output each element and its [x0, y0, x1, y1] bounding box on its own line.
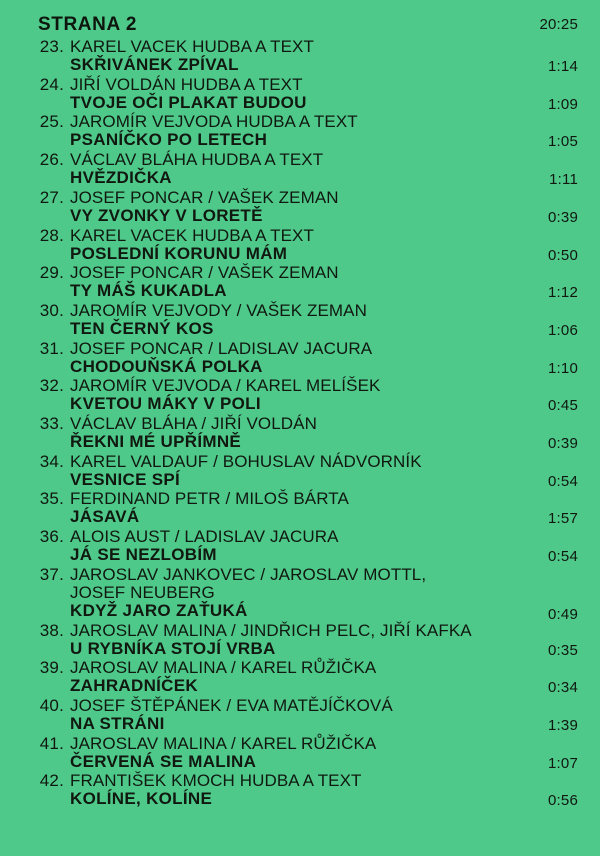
track-duration: 0:54 — [548, 472, 578, 490]
track-title: POSLEDNÍ KORUNU MÁM — [70, 243, 288, 263]
track-author: JAROSLAV MALINA / JINDŘICH PELC, JIŘÍ KAFKA — [70, 620, 472, 640]
track-credit-line — [34, 659, 578, 677]
track-number: 32. — [39, 376, 64, 396]
track-title-line — [34, 753, 578, 772]
track-author: KAREL VACEK HUDBA A TEXT — [70, 225, 314, 245]
track-title: SKŘIVÁNEK ZPÍVAL — [70, 55, 239, 75]
track-title-line — [34, 677, 578, 696]
track-title-line — [34, 94, 578, 113]
track-title-line — [34, 546, 578, 565]
track-number: 42. — [39, 771, 64, 791]
track-number: 38. — [39, 620, 64, 640]
track-number: 31. — [39, 338, 64, 358]
track-duration: 1:12 — [548, 284, 578, 302]
track-row — [34, 76, 578, 113]
track-title: TVOJE OČI PLAKAT BUDOU — [70, 92, 307, 112]
track-title-line — [34, 131, 578, 150]
track-number: 29. — [39, 263, 64, 283]
track-row — [34, 377, 578, 414]
track-credit-line — [34, 113, 578, 131]
track-author: JIŘÍ VOLDÁN HUDBA A TEXT — [70, 74, 303, 94]
track-title: CHODOUŇSKÁ POLKA — [70, 356, 263, 376]
track-number: 30. — [39, 300, 64, 320]
track-author: JAROMÍR VEJVODY / VAŠEK ZEMAN — [70, 300, 367, 320]
track-duration: 0:49 — [548, 605, 578, 623]
track-title-line — [34, 790, 578, 809]
track-duration: 1:09 — [548, 95, 578, 113]
track-number: 25. — [39, 112, 64, 132]
track-number: 36. — [39, 527, 64, 547]
track-row — [34, 735, 578, 772]
track-author: VÁCLAV BLÁHA / JIŘÍ VOLDÁN — [70, 414, 317, 434]
track-row — [34, 622, 578, 659]
track-row — [34, 528, 578, 565]
track-number: 41. — [39, 733, 64, 753]
track-author: JAROMÍR VEJVODA / KAREL MELÍŠEK — [70, 376, 381, 396]
track-title-line — [34, 169, 578, 188]
track-title: U RYBNÍKA STOJÍ VRBA — [70, 638, 276, 658]
track-title: JÁ SE NEZLOBÍM — [70, 545, 217, 565]
track-number: 28. — [39, 225, 64, 245]
track-title: PSANÍČKO PO LETECH — [70, 130, 268, 150]
track-row — [34, 697, 578, 734]
track-duration: 1:11 — [549, 171, 578, 189]
track-number: 33. — [39, 414, 64, 434]
track-number: 34. — [39, 451, 64, 471]
page-title: STRANA 2 — [38, 14, 138, 35]
track-duration: 0:39 — [548, 208, 578, 226]
track-credit-line — [34, 490, 578, 508]
track-row — [34, 189, 578, 226]
track-author: JOSEF PONCAR / LADISLAV JACURA — [70, 338, 373, 358]
track-credit-line — [34, 415, 578, 433]
track-number: 39. — [39, 658, 64, 678]
track-title-line — [34, 508, 578, 527]
track-title-line — [34, 282, 578, 301]
track-title: VY ZVONKY V LORETĚ — [70, 205, 263, 225]
track-title-line — [34, 56, 578, 75]
track-author: KAREL VALDAUF / BOHUSLAV NÁDVORNÍK — [70, 451, 422, 471]
track-title-line — [34, 358, 578, 377]
track-title: TEN ČERNÝ KOS — [70, 318, 214, 338]
track-title: ČERVENÁ SE MALINA — [70, 751, 257, 771]
track-row — [34, 38, 578, 75]
track-row — [34, 566, 578, 621]
track-author: FERDINAND PETR / MILOŠ BÁRTA — [70, 489, 349, 509]
track-author: JAROSLAV MALINA / KAREL RŮŽIČKA — [70, 658, 377, 678]
track-author: KAREL VACEK HUDBA A TEXT — [70, 37, 314, 56]
track-title: VESNICE SPÍ — [70, 469, 181, 489]
track-author: JAROMÍR VEJVODA HUDBA A TEXT — [70, 112, 358, 132]
track-title: JÁSAVÁ — [70, 507, 140, 527]
side-total-duration: 20:25 — [539, 16, 578, 33]
track-number: 26. — [39, 150, 64, 170]
track-credit-line — [34, 76, 578, 94]
track-duration: 0:34 — [548, 679, 578, 697]
track-title-line — [34, 207, 578, 226]
track-title-line — [34, 640, 578, 659]
track-list — [34, 38, 578, 809]
track-duration: 1:14 — [548, 58, 578, 75]
track-author: JAROSLAV JANKOVEC / JAROSLAV MOTTL, — [70, 564, 427, 584]
track-author: ALOIS AUST / LADISLAV JACURA — [70, 527, 339, 547]
track-title-line — [34, 602, 578, 621]
track-number: 40. — [39, 695, 64, 715]
track-duration: 1:10 — [548, 359, 578, 377]
track-author: JOSEF PONCAR / VAŠEK ZEMAN — [70, 263, 339, 283]
track-title: ZAHRADNÍČEK — [70, 676, 198, 696]
track-credit-line — [34, 735, 578, 753]
track-credit-line — [34, 772, 578, 790]
track-duration: 0:54 — [548, 548, 578, 566]
track-title: NA STRÁNI — [70, 713, 165, 733]
track-duration: 1:05 — [548, 133, 578, 151]
track-author: VÁCLAV BLÁHA HUDBA A TEXT — [70, 150, 324, 170]
track-duration: 0:45 — [548, 397, 578, 415]
track-duration: 0:39 — [548, 435, 578, 453]
track-row — [34, 453, 578, 490]
track-duration: 0:35 — [548, 641, 578, 659]
track-title: ŘEKNI MÉ UPŘÍMNĚ — [70, 432, 242, 452]
track-title: TY MÁŠ KUKADLA — [70, 281, 227, 301]
track-author: FRANTIŠEK KMOCH HUDBA A TEXT — [70, 771, 362, 791]
track-title-line — [34, 471, 578, 490]
track-row — [34, 659, 578, 696]
track-number: 24. — [39, 74, 64, 94]
track-title-line — [34, 320, 578, 339]
track-credit-line — [34, 38, 578, 56]
track-number: 27. — [39, 187, 64, 207]
track-title-line — [34, 395, 578, 414]
track-duration: 1:06 — [548, 321, 578, 339]
track-row — [34, 227, 578, 264]
track-duration: 0:56 — [548, 792, 578, 810]
track-credit-line — [34, 566, 578, 584]
track-credit-line — [34, 227, 578, 245]
track-row — [34, 302, 578, 339]
track-title: KOLÍNE, KOLÍNE — [70, 789, 213, 809]
track-duration: 1:39 — [548, 716, 578, 734]
track-row — [34, 340, 578, 377]
track-credit-line — [34, 151, 578, 169]
track-author-continued: JOSEF NEUBERG — [70, 582, 215, 602]
track-duration: 0:50 — [548, 246, 578, 264]
track-row — [34, 415, 578, 452]
track-title-line — [34, 715, 578, 734]
track-credit-line — [34, 377, 578, 395]
track-author: JOSEF PONCAR / VAŠEK ZEMAN — [70, 187, 339, 207]
track-credit-line — [34, 453, 578, 471]
track-row — [34, 264, 578, 301]
track-credit-line — [34, 697, 578, 715]
track-credit-line — [34, 622, 578, 640]
track-author: JOSEF ŠTĚPÁNEK / EVA MATĚJÍČKOVÁ — [70, 695, 393, 715]
track-duration: 1:07 — [548, 754, 578, 772]
track-title-line — [34, 433, 578, 452]
track-credit-line — [34, 302, 578, 320]
track-duration: 1:57 — [548, 510, 578, 528]
track-number: 23. — [39, 37, 64, 56]
track-title: KVETOU MÁKY V POLI — [70, 394, 261, 414]
track-credit-line — [34, 528, 578, 546]
track-number: 35. — [39, 489, 64, 509]
track-author: JAROSLAV MALINA / KAREL RŮŽIČKA — [70, 733, 377, 753]
track-credit-line — [34, 340, 578, 358]
track-credit-line — [34, 264, 578, 282]
track-row — [34, 772, 578, 809]
track-title-line — [34, 245, 578, 264]
track-title: HVĚZDIČKA — [70, 168, 172, 188]
track-credit-line — [34, 189, 578, 207]
track-title: KDYŽ JARO ZAŤUKÁ — [70, 600, 248, 620]
track-row — [34, 113, 578, 150]
track-row — [34, 151, 578, 188]
track-number: 37. — [39, 564, 64, 584]
track-row — [34, 490, 578, 527]
track-author-continued-line — [34, 584, 578, 602]
